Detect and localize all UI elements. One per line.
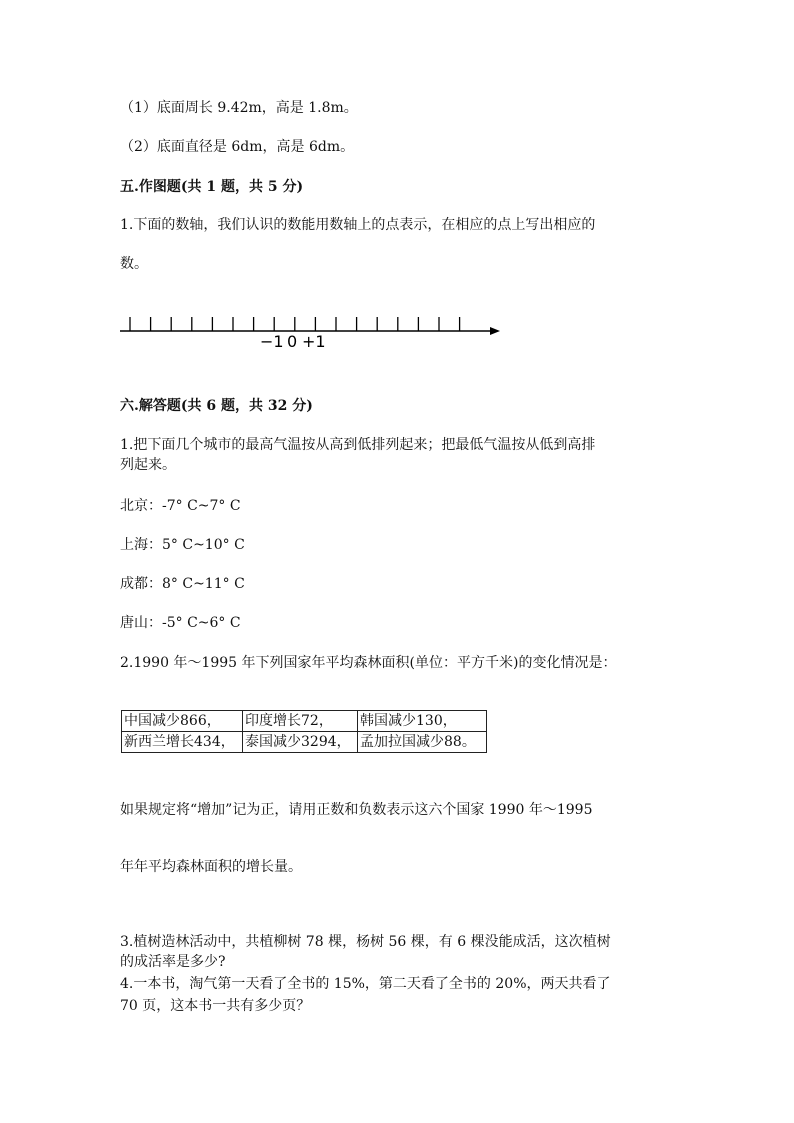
table-row bbox=[122, 732, 487, 753]
section-5-title: 五.作图题(共 1 题，共 5 分) bbox=[120, 179, 304, 195]
city-beijing: 北京：-7° C~7° C bbox=[120, 498, 241, 514]
question-6-3-line-2: 的成活率是多少? bbox=[120, 954, 226, 970]
city-chengdu: 成都：8° C~11° C bbox=[120, 576, 245, 592]
city-shanghai: 上海：5° C~10° C bbox=[120, 537, 245, 553]
table-cell: 韩国减少130， bbox=[358, 711, 487, 732]
question-6-2: 2.1990 年～1995 年下列国家年平均森林面积(单位：平方千米)的变化情况是： bbox=[120, 655, 617, 671]
table-cell: 中国减少866， bbox=[122, 711, 243, 732]
section-6-title: 六.解答题(共 6 题，共 32 分) bbox=[120, 398, 313, 414]
number-line-ticks bbox=[130, 317, 460, 331]
label-zero: 0 bbox=[287, 332, 298, 351]
table-cell: 孟加拉国减少88。 bbox=[358, 732, 487, 753]
number-line-arrow bbox=[490, 327, 500, 335]
table-cell: 印度增长72， bbox=[243, 711, 358, 732]
question-6-3-line-1: 3.植树造林活动中，共植柳树 78 棵，杨树 56 棵，有 6 棵没能成活，这次植树 bbox=[120, 934, 611, 950]
question-6-1-line-1: 1.把下面几个城市的最高气温按从高到低排列起来；把最低气温按从低到高排 bbox=[120, 437, 596, 453]
question-6-4-line-1: 4.一本书，淘气第一天看了全书的 15%，第二天看了全书的 20%，两天共看了 bbox=[120, 976, 611, 992]
question-6-2-line-3: 年年平均森林面积的增长量。 bbox=[120, 859, 302, 875]
forest-table bbox=[121, 710, 487, 753]
question-5-1-line-1: 1.下面的数轴，我们认识的数能用数轴上的点表示，在相应的点上写出相应的 bbox=[120, 217, 596, 233]
q4-item-1: （1）底面周长 9.42m，高是 1.8m。 bbox=[120, 100, 358, 116]
question-5-1-line-2: 数。 bbox=[120, 256, 148, 272]
city-tangshan: 唐山：-5° C~6° C bbox=[120, 615, 241, 631]
question-6-1-line-2: 列起来。 bbox=[120, 457, 176, 473]
label-plus-one: +1 bbox=[302, 332, 326, 351]
table-cell: 新西兰增长434， bbox=[122, 732, 243, 753]
label-minus-one: −1 bbox=[260, 332, 284, 351]
table-cell: 泰国减少3294， bbox=[243, 732, 358, 753]
number-line bbox=[118, 305, 508, 355]
question-6-2-line-2: 如果规定将“增加”记为正，请用正数和负数表示这六个国家 1990 年～1995 bbox=[120, 802, 593, 818]
question-6-4-line-2: 70 页，这本书一共有多少页？ bbox=[120, 998, 311, 1014]
q4-item-2: （2）底面直径是 6dm，高是 6dm。 bbox=[120, 139, 355, 155]
table-row bbox=[122, 711, 487, 732]
